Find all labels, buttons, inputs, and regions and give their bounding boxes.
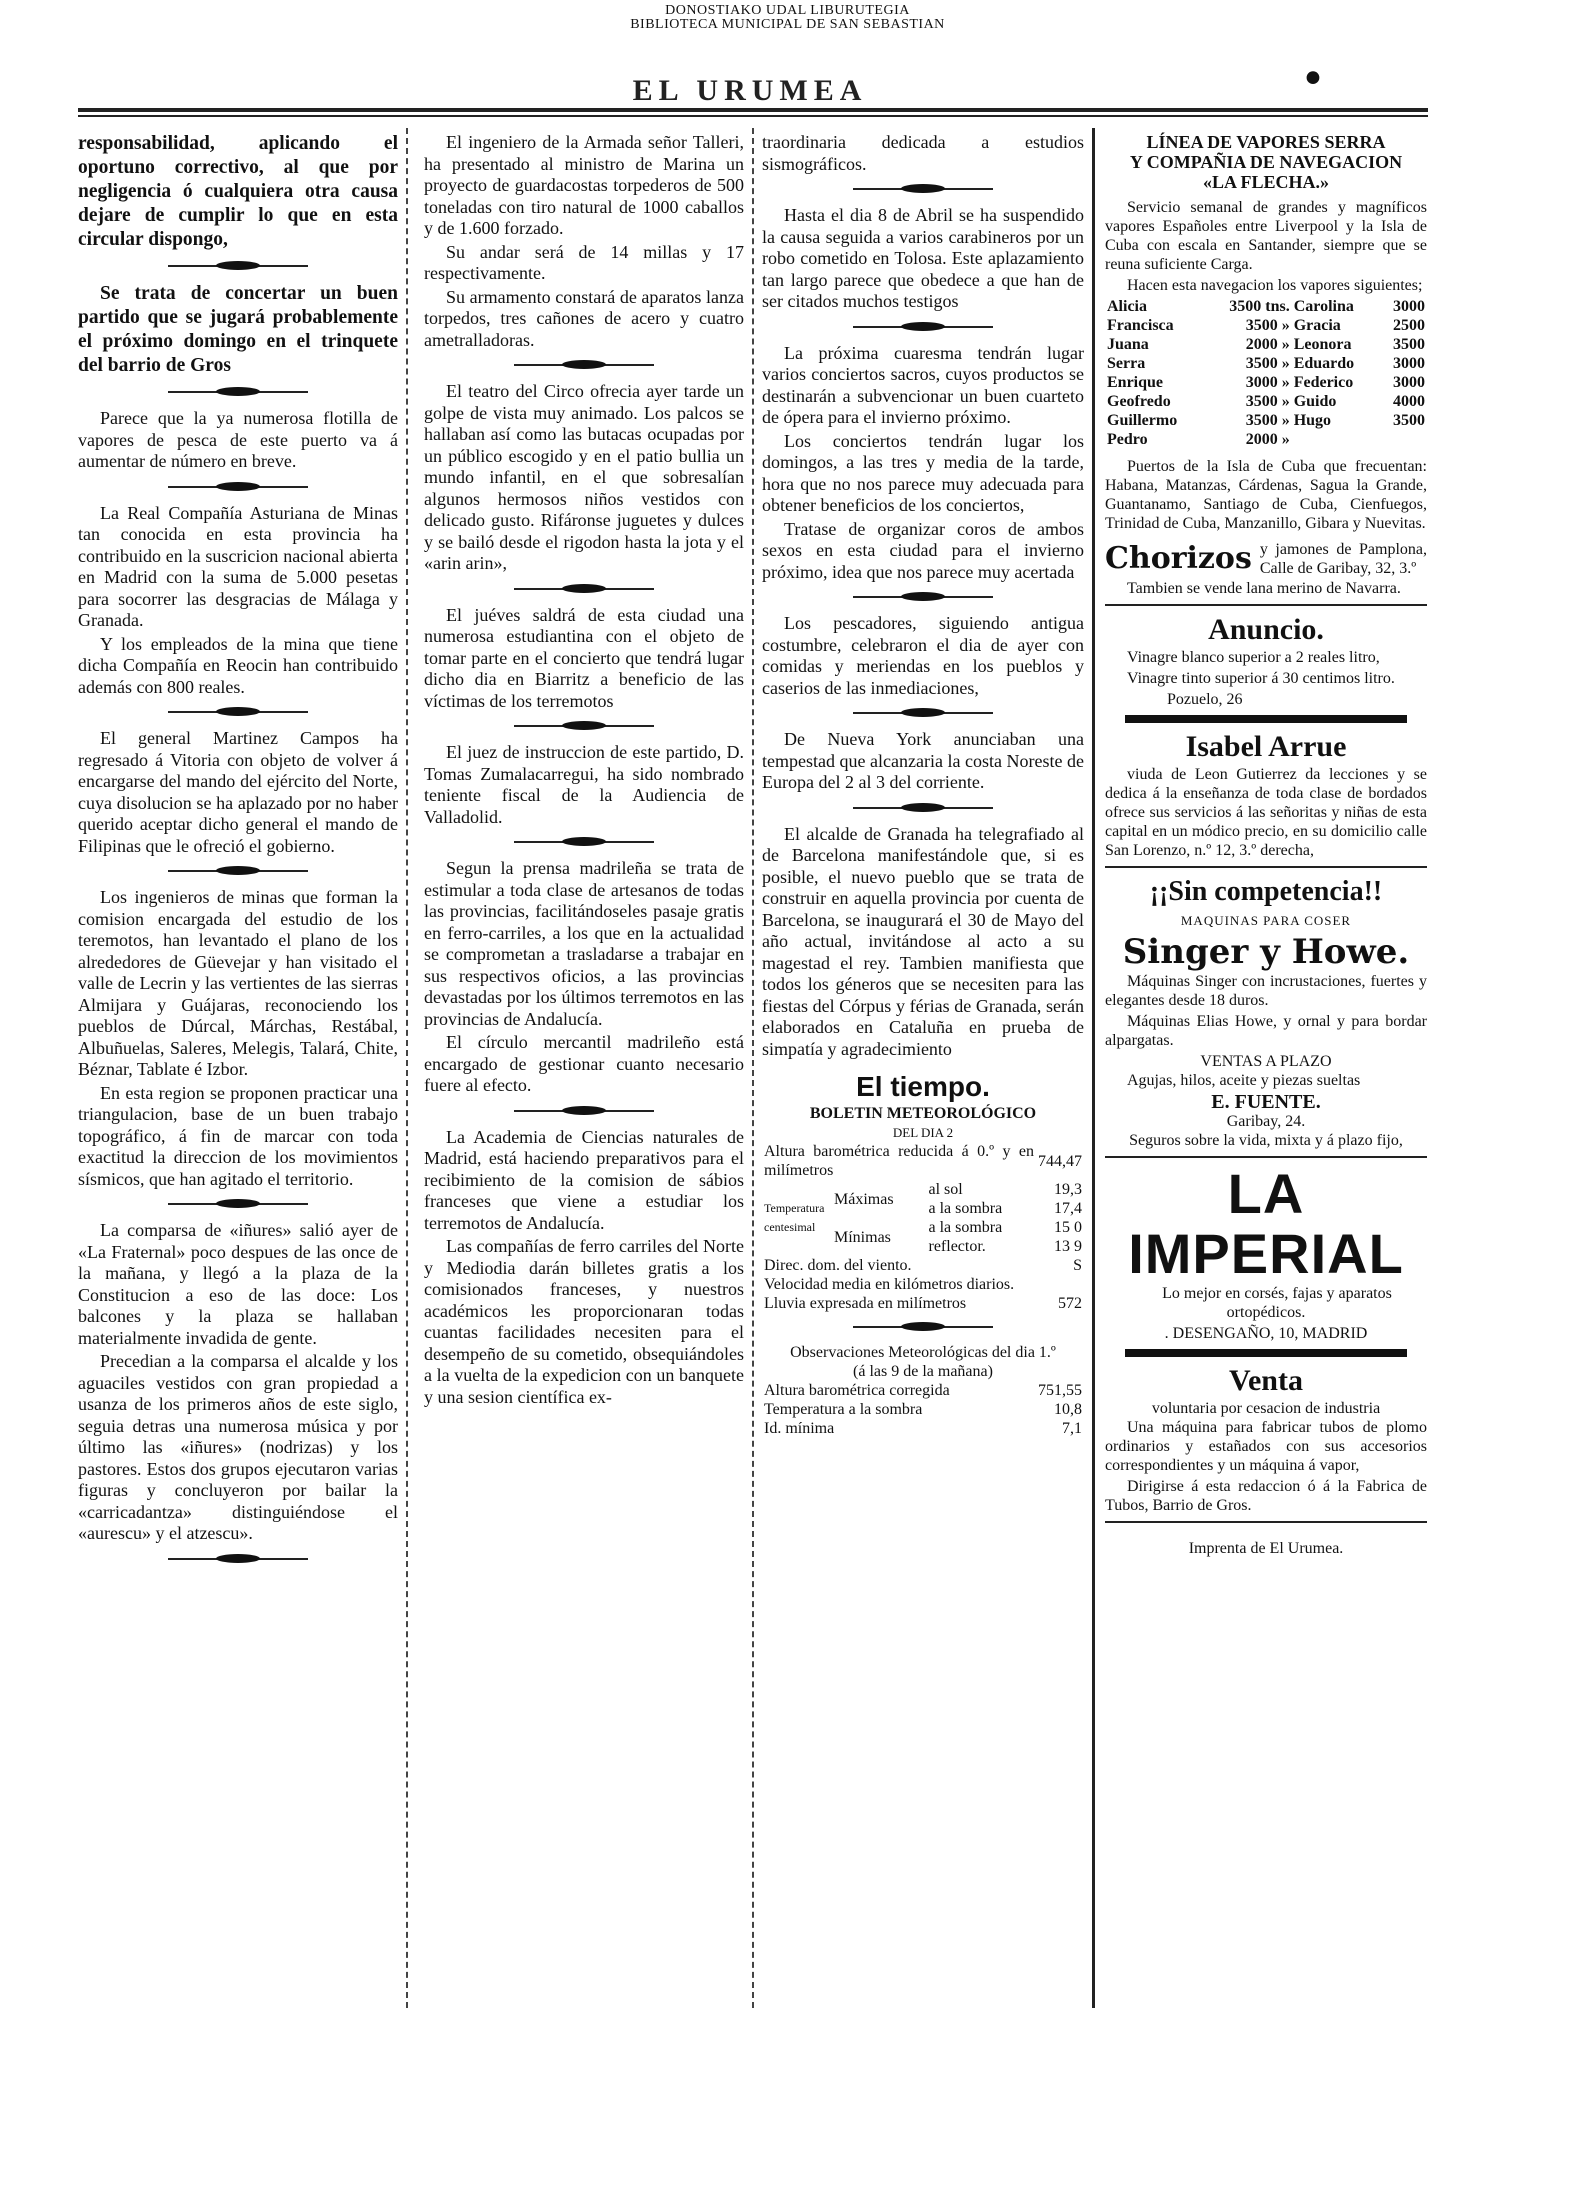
ship-cell: 3500 tns.	[1229, 298, 1290, 315]
column-4-ads	[1105, 132, 1427, 1992]
ship-cell: 3500	[1393, 412, 1425, 429]
ship-cell: Hugo	[1293, 412, 1332, 429]
wx-value: S	[1073, 1257, 1082, 1274]
article-paragraph: Tratase de organizar coros de ambos sexos en esta ciudad para el invierno próximo, idea que nos parece muy acertada	[762, 518, 1084, 582]
article-paragraph: En esta region se proponen practicar una triangulacion, base de un buen trabajo topográfico, á fin de marcar con toda exactitud la direccion de los movimientos sísmicos, que han agitado el territorio.	[78, 1082, 398, 1189]
separator-ornament	[168, 706, 308, 718]
column-divider	[1092, 128, 1095, 2008]
top-rule	[78, 108, 1428, 112]
separator-ornament	[853, 802, 993, 814]
wx-label: Direc. dom. del viento.	[764, 1257, 912, 1274]
ad-rule	[1105, 604, 1427, 606]
article-paragraph: El círculo mercantil madrileño está encargado de gestionar cuanto necesario fuere al efecto.	[424, 1032, 744, 1095]
separator-ornament	[514, 836, 654, 848]
imprenta-credit: Imprenta de El Urumea.	[1188, 1539, 1344, 1557]
shipping-line-title: «LA FLECHA.»	[1202, 172, 1330, 192]
weather-subtitle: BOLETIN METEOROLÓGICO	[809, 1105, 1037, 1122]
obs-title: Observaciones Meteorológicas del dia 1.º	[790, 1344, 1056, 1361]
article-paragraph: responsabilidad, aplicando el oportuno correctivo, al que por negligencia ó cualquiera otra causa dejare de cumplir lo que en esta circular dispongo,	[78, 133, 398, 250]
wx-label: Temperatura centesimal	[764, 1201, 825, 1234]
library-line-basque: DONOSTIAKO UDAL LIBURUTEGIA	[665, 3, 910, 18]
ship-cell: 2500	[1393, 317, 1425, 334]
obs-subtitle: (á las 9 de la mañana)	[853, 1363, 993, 1380]
ship-cell: Pedro	[1107, 431, 1148, 448]
ship-cell	[1379, 430, 1428, 449]
ship-row	[1105, 411, 1427, 430]
imperial-title: LA IMPERIAL	[1128, 1161, 1404, 1285]
separator-ornament	[853, 707, 993, 719]
article-paragraph: Precedian a la comparsa el alcalde y los aguaciles vestidos con gran propiedad a usanza de los primeros años de este siglo, seguia detras una numerosa música y por último las «iñures» (nodrizas) y los pastores. Estos dos grupos ejecutaron varias figuras y concluyeron por bailar la «carricadantza» distinguiéndose el «aurescu» y el atzescu».	[78, 1351, 398, 1543]
wx-value: 744,47	[1038, 1152, 1082, 1170]
article-paragraph: El juéves saldrá de esta ciudad una numerosa estudiantina con el objeto de tomar parte en el concierto que tendrá lugar dicho dia en Biarritz a beneficio de las víctimas de los terremotos	[424, 604, 744, 711]
ventas-caption: VENTAS A PLAZO	[1200, 1052, 1332, 1070]
ad-rule-thick	[1125, 715, 1407, 723]
ship-cell	[1292, 430, 1379, 449]
wx-value: 13 9	[1054, 1238, 1082, 1255]
ports-text: Puertos de la Isla de Cuba que frecuentan: Habana, Matanzas, Cárdenas, Sagua la Grande, Guantanamo, Santiago de Cuba, Cienfuegos, Trinidad de Cuba, Manzanillo, Gibara y Nuevitas.	[1105, 458, 1427, 532]
shipping-line-title: Y COMPAÑIA DE NAVEGACION	[1129, 152, 1403, 172]
ship-cell: Serra	[1107, 355, 1146, 372]
singer-text: Máquinas Elias Howe, y ornal y para bordar alpargatas.	[1105, 1012, 1427, 1049]
shipping-text: Hacen esta navegacion los vapores siguientes;	[1127, 277, 1423, 294]
ship-cell: 2000 »	[1245, 431, 1290, 448]
column-2	[424, 132, 744, 1992]
separator-ornament	[853, 591, 993, 603]
venta-title: Venta	[1229, 1363, 1303, 1397]
ship-cell: Guillermo	[1107, 412, 1178, 429]
ship-row	[1105, 335, 1427, 354]
wx-label: Altura barométrica corregida	[764, 1382, 950, 1399]
ship-cell: Carolina	[1293, 298, 1354, 315]
separator-ornament	[168, 386, 308, 398]
article-paragraph: Su andar será de 14 millas y 17 respectivamente.	[424, 241, 744, 283]
ad-rule	[1105, 866, 1427, 868]
ship-cell: 3500 »	[1245, 355, 1290, 372]
ship-cell: Juana	[1107, 336, 1149, 353]
ship-cell: 2000 »	[1245, 336, 1290, 353]
library-header	[0, 4, 1575, 32]
wx-label: Id. mínima	[764, 1420, 835, 1437]
chorizos-text: y jamones de Pamplona, Calle de Garibay, 32, 3.º	[1259, 541, 1427, 577]
article-paragraph: El teatro del Circo ofrecia ayer tarde un golpe de vista muy animado. Los palcos se hallaban así como las butacas ocupadas por un público escogido y en el patio bullia un mundo infantil, en el que sobresalían algunos hermosos niños vestidos con delicado gusto. Rifáronse juguetes y dulces y se bailó desde el rigodon hasta la jota y el «arin arin»,	[424, 381, 744, 573]
ship-row	[1105, 297, 1427, 316]
ship-cell: Guido	[1293, 393, 1337, 410]
ship-cell: 3500 »	[1245, 317, 1290, 334]
wx-label: Altura barométrica reducida á 0.º y en milímetros	[764, 1143, 1034, 1179]
wx-value: 17,4	[1054, 1200, 1082, 1217]
article-paragraph: Los ingenieros de minas que forman la comision encargada del estudio de los teremotos, han levantado el plano de los alrededores de Güevejar y han visitado el valle de Lecrin y las vertientes de las sierras Almijara y Guájaras, reconociendo los pueblos de Dúrcal, Márchas, Restábal, Albuñuelas, Saleres, Melegis, Talará, Chite, Béznar, Tablate é Izbor.	[78, 887, 398, 1079]
separator-ornament	[168, 865, 308, 877]
venta-text: Una máquina para fabricar tubos de plomo ordinarios y estañados con sus accesorios correspondientes y un máquina á vapor,	[1105, 1418, 1427, 1474]
article-paragraph: Su armamento constará de aparatos lanza torpedos, tres cañones de acero y cuatro ametralladoras.	[424, 286, 744, 350]
anuncio-title: Anuncio.	[1208, 613, 1324, 646]
top-rule-thin	[78, 115, 1428, 117]
article-paragraph: Y los empleados de la mina que tiene dicha Compañía en Reocin han contribuido además con 800 reales.	[78, 633, 398, 697]
separator-ornament	[168, 481, 308, 493]
column-divider	[406, 128, 408, 2008]
singer-text: Máquinas Singer con incrustaciones, fuertes y elegantes desde 18 duros.	[1105, 972, 1427, 1009]
article-paragraph: Las compañías de ferro carriles del Norte y Mediodia darán billetes gratis a los comisionados franceses, y nuestros académicos les proporcionaran todas cuantas facilidades necesiten para el desempeño de su cometido, obsequiándoles a la vuelta de la expedicion con un banquete y una sesion científica ex-	[424, 1236, 744, 1407]
garibay-text: Garibay, 24.	[1226, 1112, 1306, 1130]
ship-cell: Enrique	[1107, 374, 1164, 391]
chorizos-ad	[1105, 539, 1427, 579]
ship-cell: 3500	[1393, 336, 1425, 353]
article-paragraph: La comparsa de «iñures» salió ayer de «La Fraternal» poco despues de las once de la mañana, y llegó a la plaza de la Constitucion a eso de las doce: Los balcones y la plaza se hallaban materialmente invadida de gente.	[78, 1220, 398, 1348]
weather-title: El tiempo.	[856, 1071, 990, 1102]
ships-table	[1105, 297, 1427, 449]
wx-value: 7,1	[1062, 1420, 1082, 1437]
column-divider	[752, 128, 754, 2008]
article-paragraph: El juez de instruccion de este partido, D. Tomas Zumalacarregui, ha sido nombrado teniente fiscal de la Audiencia de Valladolid.	[424, 742, 744, 827]
article-paragraph: De Nueva York anunciaban una tempestad que alcanzaria la costa Noreste de Europa del 2 al 3 del corriente.	[762, 729, 1084, 792]
article-paragraph: La próxima cuaresma tendrán lugar varios conciertos sacros, cuyos productos se destinarán a subvencionar un buen cuarteto de ópera para el invierno próximo.	[762, 342, 1084, 427]
bullet-mark: •	[1300, 54, 1326, 105]
article-paragraph: La Academia de Ciencias naturales de Madrid, está haciendo preparativos para el recibimiento de la comision de sábios franceses que viene a estudiar los terremotos de Andalucía.	[424, 1126, 744, 1233]
ship-cell: 3500 »	[1245, 412, 1290, 429]
ad-rule-thick	[1125, 1349, 1407, 1357]
ad-rule	[1105, 1156, 1427, 1158]
article-paragraph: Los pescadores, siguiendo antigua costumbre, celebraron el dia de ayer con comidas y meriendas en los pueblos y caserios de las inmediaciones,	[762, 613, 1084, 698]
anuncio-text: Vinagre blanco superior a 2 reales litro,	[1127, 649, 1380, 666]
sincomp-title: ¡¡Sin competencia!!	[1149, 876, 1383, 907]
wx-value: 572	[1058, 1295, 1082, 1312]
article-paragraph: El ingeniero de la Armada señor Talleri, ha presentado al ministro de Marina un proyecto de guardacostas torpederos de 500 toneladas con tiro natural de 1000 caballos y de 1.600 forzado.	[424, 132, 744, 238]
article-paragraph: Hasta el dia 8 de Abril se ha suspendido la causa seguida a varios carabineros por un robo cometido en Tolosa. Este aplazamiento tan largo parece que obedece a que han de ser citados muchos testigos	[762, 205, 1084, 311]
shipping-text: Servicio semanal de grandes y magníficos vapores Españoles entre Liverpool y la Isla de Cuba con escala en Santander, siempre que se reuna suficiente Carga.	[1105, 199, 1427, 273]
chorizos-title: Chorizos	[1105, 541, 1252, 576]
article-paragraph: traordinaria dedicada a estudios sismográficos.	[762, 132, 1084, 174]
separator-ornament	[514, 720, 654, 732]
wx-label: reflector.	[928, 1238, 986, 1255]
article-paragraph: El alcalde de Granada ha telegrafiado al de Barcelona manifestándole que, si es posible, el nuevo pueblo que se trata de construir en aquella provincia por cuenta de Barcelona, se inaugurará el 30 de Mayo del año actual, invitándose al acto a su magestad el rey. Tambien manifiesta que todos los géneros que se necesiten para las fiestas del Córpus y férias de Granada, serán elaborados en Cataluña en prueba de simpatía y agradecimiento	[762, 823, 1084, 1059]
article-paragraph: Los conciertos tendrán lugar los domingos, a las tres y media de la tarde, hora que no nos parece muy adecuada para obtener beneficios de los conciertos,	[762, 430, 1084, 515]
ship-cell: Eduardo	[1293, 355, 1355, 372]
wx-label: Lluvia expresada en milímetros	[764, 1295, 967, 1312]
separator-ornament	[168, 1553, 308, 1565]
separator-ornament	[168, 1198, 308, 1210]
imperial-text: Lo mejor en corsés, fajas y aparatos ortopédicos.	[1162, 1284, 1392, 1321]
weather-table	[762, 1142, 1084, 1313]
masthead-title: EL URUMEA	[632, 74, 868, 107]
venta-text: Dirigirse á esta redaccion ó á la Fabrica de Tubos, Barrio de Gros.	[1105, 1477, 1427, 1514]
wx-label: a la sombra	[928, 1200, 1003, 1217]
ship-cell: Gracia	[1293, 317, 1341, 334]
ship-row	[1105, 392, 1427, 411]
separator-ornament	[853, 321, 993, 333]
column-1	[78, 132, 398, 1992]
article-paragraph: Segun la prensa madrileña se trata de estimular a toda clase de artesanos de todas las provincias, facilitándoseles pasaje gratis en ferro-carriles, a los que en la actualidad se comprometan a trasladarse a trabajar en sus respectivos oficios, a las provincias devastadas por los últimos terremotos en las provincias de Andalucía.	[424, 858, 744, 1029]
ship-cell: 3000	[1393, 374, 1425, 391]
ship-cell: 3000	[1393, 355, 1425, 372]
wx-label: Mínimas	[834, 1228, 891, 1246]
separator-ornament	[514, 1105, 654, 1117]
ship-cell: Alicia	[1107, 298, 1147, 315]
column-3	[762, 132, 1084, 1992]
isabel-title: Isabel Arrue	[1185, 730, 1347, 763]
wx-label: al sol	[928, 1181, 963, 1198]
wx-label: Temperatura a la sombra	[764, 1401, 923, 1418]
wx-value: 10,8	[1054, 1401, 1082, 1418]
separator-ornament	[514, 583, 654, 595]
imperial-address: . DESENGAÑO, 10, MADRID	[1164, 1324, 1368, 1342]
obs-table	[762, 1381, 1084, 1438]
ship-cell: 4000	[1393, 393, 1425, 410]
shipping-line-title: LÍNEA DE VAPORES SERRA	[1146, 132, 1386, 152]
ship-cell: Federico	[1293, 374, 1354, 391]
ship-cell: 3500 »	[1245, 393, 1290, 410]
ship-row	[1105, 316, 1427, 335]
article-paragraph: Se trata de concertar un buen partido que se jugará probablemente el próximo domingo en el trinquete del barrio de Gros	[78, 283, 398, 376]
fuente-title: E. FUENTE.	[1211, 1090, 1321, 1113]
article-paragraph: La Real Compañía Asturiana de Minas tan conocida en esta provincia ha contribuido en la suscricion nacional abierta en Madrid con la suma de 5.000 pesetas para socorrer las desgracias de Málaga y Granada.	[78, 502, 398, 630]
wx-label: a la sombra	[928, 1219, 1003, 1236]
weather-day: DEL DIA 2	[892, 1125, 954, 1140]
article-paragraph: Parece que la ya numerosa flotilla de vapores de pesca de este puerto va á aumentar de número en breve.	[78, 408, 398, 471]
library-line-spanish: BIBLIOTECA MUNICIPAL DE SAN SEBASTIAN	[630, 17, 945, 32]
ship-row	[1105, 373, 1427, 392]
ship-row	[1105, 354, 1427, 373]
separator-ornament	[168, 260, 308, 272]
ship-cell: 3000 »	[1245, 374, 1290, 391]
article-paragraph: El general Martinez Campos ha regresado á Vitoria con objeto de volver á encargarse del mando del ejército del Norte, cuya disolucion se ha aplazado por no haber querido aceptar dicho general el mando de Filipinas que le ofreció el gobierno.	[78, 728, 398, 856]
lana-text: Tambien se vende lana merino de Navarra.	[1127, 580, 1401, 597]
isabel-text: viuda de Leon Gutierrez da lecciones y se dedica á la enseñanza de toda clase de bordados ofrece sus servicios á las señoritas y niñas de esta capital en un módico precio, en su domicilio calle San Lorenzo, n.º 12, 3.º derecha,	[1105, 766, 1427, 859]
weather-report	[762, 1070, 1084, 1438]
separator-ornament	[853, 183, 993, 195]
maquinas-caption: MAQUINAS PARA COSER	[1180, 913, 1352, 928]
ship-cell: Geofredo	[1107, 393, 1171, 410]
wx-value: 19,3	[1054, 1181, 1082, 1198]
venta-subtitle: voluntaria por cesacion de industria	[1151, 1399, 1381, 1417]
ship-cell: Leonora	[1293, 336, 1352, 353]
separator-ornament	[514, 359, 654, 371]
agujas-text: Agujas, hilos, aceite y piezas sueltas	[1127, 1071, 1361, 1089]
ad-rule	[1105, 1521, 1427, 1523]
ship-cell: 3000	[1393, 298, 1425, 315]
separator-ornament	[853, 1321, 993, 1333]
wx-label: Velocidad media en kilómetros diarios.	[764, 1276, 1015, 1293]
singer-title: Singer y Howe.	[1122, 931, 1410, 972]
ship-row	[1105, 430, 1427, 449]
wx-label: Máximas	[834, 1190, 894, 1208]
ship-cell: Francisca	[1107, 317, 1174, 334]
anuncio-address: Pozuelo, 26	[1167, 691, 1243, 708]
wx-value: 15 0	[1054, 1219, 1082, 1236]
anuncio-text: Vinagre tinto superior á 30 centimos litro.	[1127, 670, 1395, 687]
seguros-text: Seguros sobre la vida, mixta y á plazo fijo,	[1129, 1131, 1403, 1149]
wx-value: 751,55	[1038, 1382, 1082, 1399]
